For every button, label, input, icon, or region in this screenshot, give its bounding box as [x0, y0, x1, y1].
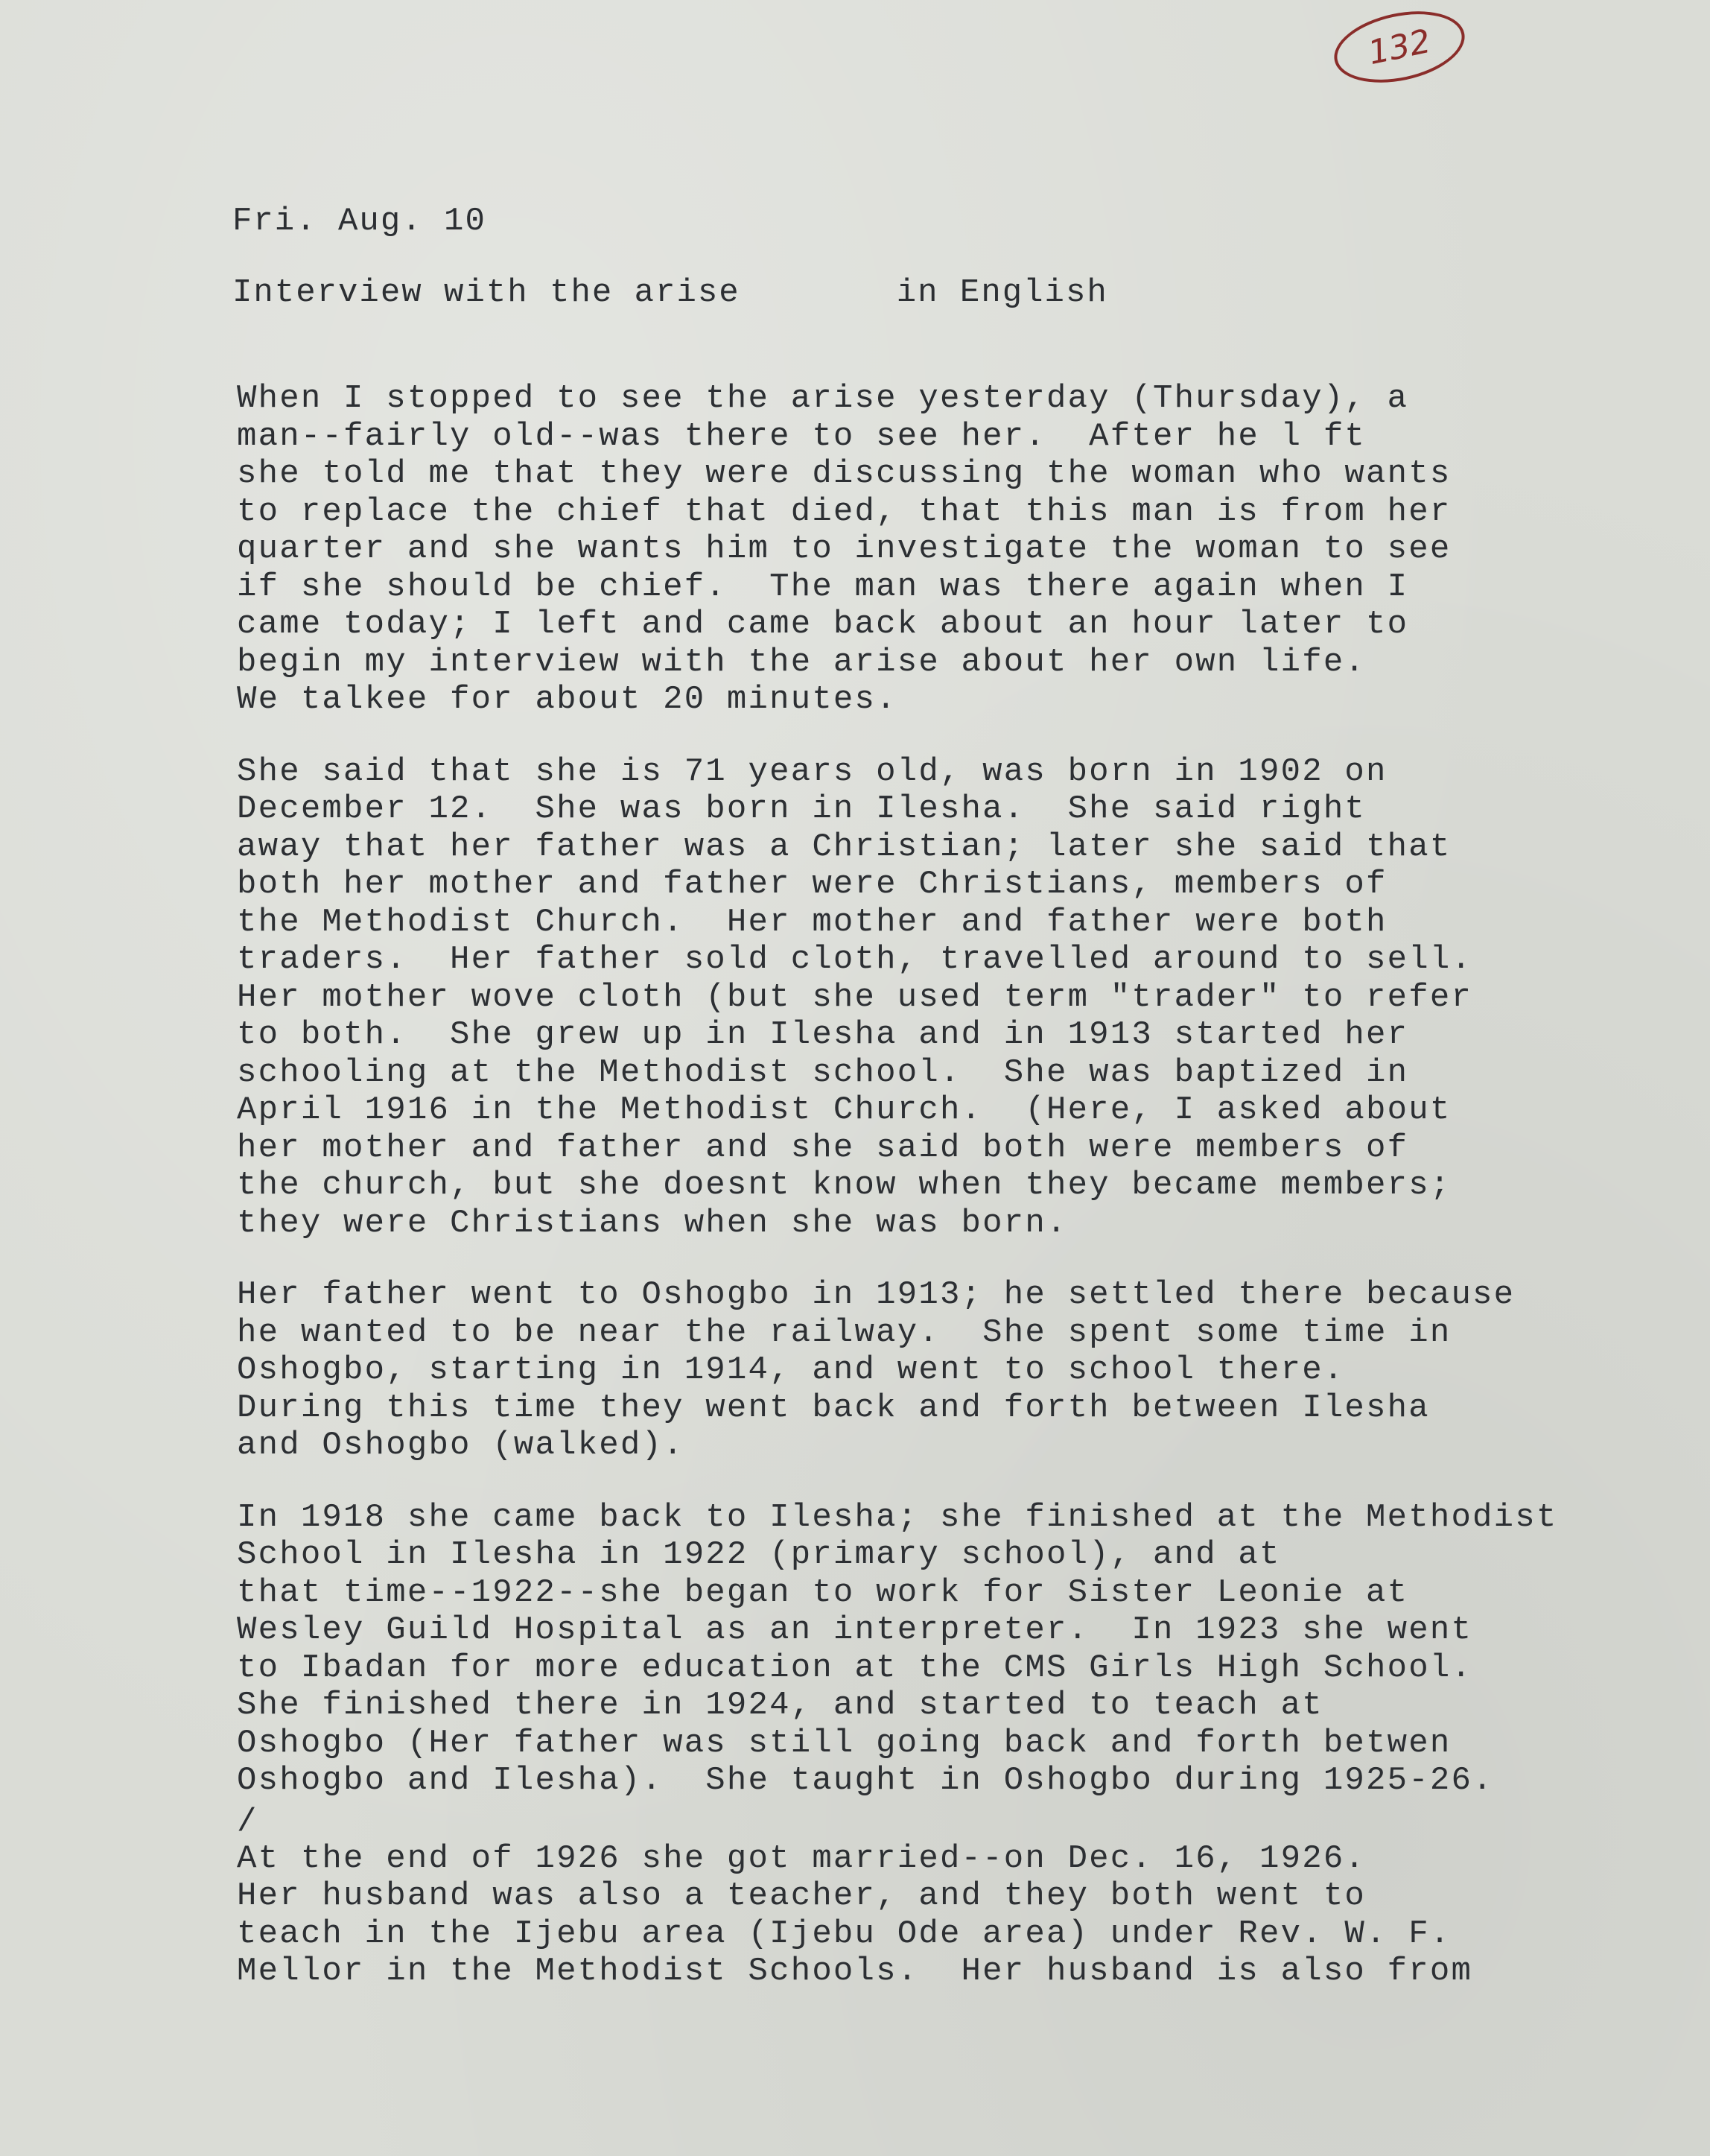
- text-line: her mother and father and she said both were members of: [237, 1129, 1409, 1167]
- text-line: December 12. She was born in Ilesha. She said right: [237, 790, 1367, 828]
- text-line: to Ibadan for more education at the CMS Girls High School.: [237, 1649, 1473, 1687]
- page-number-circled: [1328, 0, 1472, 93]
- text-line: away that her father was a Christian; later she said that: [237, 828, 1452, 866]
- paragraph: [237, 380, 1637, 719]
- paragraph: [237, 753, 1637, 1243]
- interview-heading: [232, 274, 1108, 311]
- text-line: she told me that they were discussing the woman who wants: [237, 455, 1452, 492]
- page-number-text: 132: [1364, 22, 1434, 72]
- text-line: During this time they went back and forth between Ilesha: [237, 1389, 1430, 1427]
- text-line: the Methodist Church. Her mother and father were both: [237, 903, 1388, 941]
- text-line: Oshogbo (Her father was still going back and forth betwen: [237, 1724, 1452, 1762]
- text-line: the church, but she doesnt know when they became members;: [237, 1167, 1452, 1204]
- text-line: Oshogbo and Ilesha). She taught in Oshogbo during 1925-26.: [237, 1762, 1494, 1799]
- text-line: if she should be chief. The man was there again when I: [237, 568, 1409, 606]
- text-line: Her father went to Oshogbo in 1913; he settled there because: [237, 1276, 1516, 1313]
- heading-text: Interview with the arise: [232, 274, 740, 311]
- paragraph: [237, 1499, 1637, 1800]
- text-line: April 1916 in the Methodist Church. (Here, I asked about: [237, 1091, 1452, 1129]
- text-line: he wanted to be near the railway. She spent some time in: [237, 1313, 1452, 1351]
- text-line: School in Ilesha in 1922 (primary school), and at: [237, 1536, 1281, 1573]
- text-line: In 1918 she came back to Ilesha; she finished at the Methodist: [237, 1498, 1558, 1536]
- text-line: both her mother and father were Christians, members of: [237, 866, 1388, 903]
- heading-language: in English: [896, 274, 1108, 311]
- text-line: to both. She grew up in Ilesha and in 1913 started her: [237, 1016, 1409, 1053]
- text-line: At the end of 1926 she got married--on Dec. 16, 1926.: [237, 1839, 1367, 1877]
- text-line: begin my interview with the arise about her own life.: [237, 643, 1367, 681]
- text-line: She finished there in 1924, and started to teach at: [237, 1687, 1323, 1724]
- text-line: man--fairly old--was there to see her. After he l ft: [237, 417, 1367, 455]
- paragraph: [237, 1803, 1637, 1991]
- text-line: Oshogbo, starting in 1914, and went to school there.: [237, 1351, 1345, 1389]
- text-line: Wesley Guild Hospital as an interpreter. In 1923 she went: [237, 1611, 1473, 1649]
- date-line: Fri. Aug. 10: [232, 203, 486, 240]
- text-line: Her husband was also a teacher, and they both went to: [237, 1877, 1367, 1915]
- text-line: schooling at the Methodist school. She was baptized in: [237, 1053, 1409, 1091]
- paragraph-mark: /: [237, 1803, 257, 1841]
- text-line: and Oshogbo (walked).: [237, 1427, 684, 1464]
- text-line: teach in the Ijebu area (Ijebu Ode area) under Rev. W. F.: [237, 1915, 1452, 1953]
- text-line: came today; I left and came back about an hour later to: [237, 606, 1409, 643]
- text-line: traders. Her father sold cloth, travelled around to sell.: [237, 941, 1473, 978]
- text-line: Mellor in the Methodist Schools. Her husband is also from: [237, 1953, 1473, 1990]
- text-line: When I stopped to see the arise yesterday (Thursday), a: [237, 380, 1409, 417]
- text-line: that time--1922--she began to work for Sister Leonie at: [237, 1573, 1409, 1611]
- text-line: We talkee for about 20 minutes.: [237, 681, 897, 718]
- text-line: Her mother wove cloth (but she used term "trader" to refer: [237, 978, 1473, 1016]
- paragraph: [237, 1276, 1637, 1465]
- text-line: to replace the chief that died, that this man is from her: [237, 492, 1452, 530]
- text-line: She said that she is 71 years old, was born in 1902 on: [237, 752, 1388, 790]
- text-line: they were Christians when she was born.: [237, 1204, 1068, 1242]
- interview-body: [237, 380, 1637, 2025]
- text-line: quarter and she wants him to investigate the woman to see: [237, 530, 1452, 568]
